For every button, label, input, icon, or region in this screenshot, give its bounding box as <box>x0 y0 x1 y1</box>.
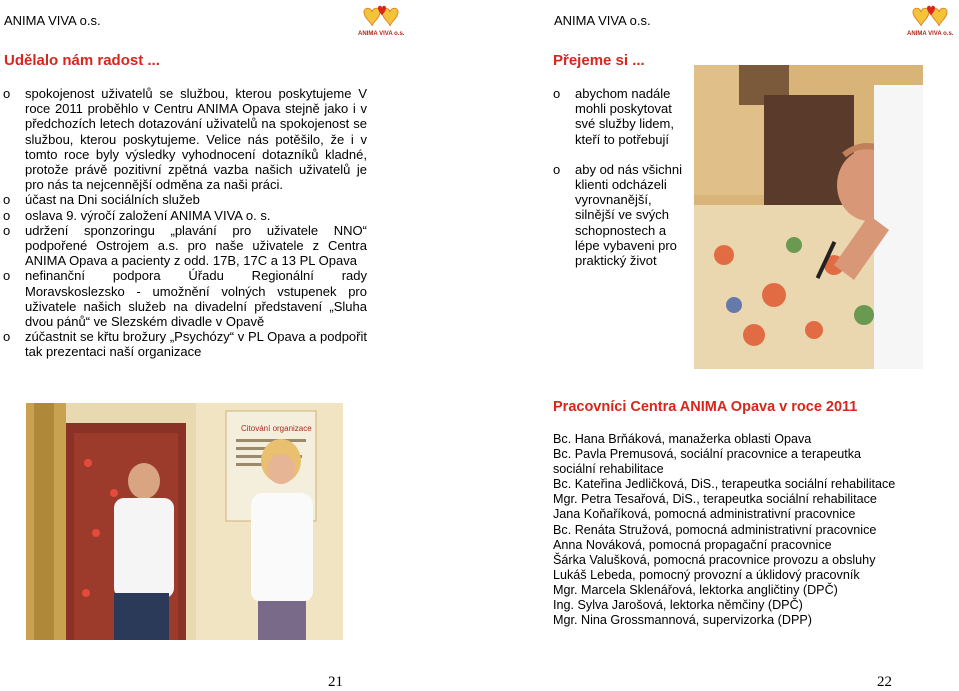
list-item: sociální rehabilitace <box>553 462 664 477</box>
list-item: Bc. Pavla Premusová, sociální pracovnice a terapeutka <box>553 447 862 462</box>
event-photo-right <box>694 65 923 369</box>
list-item: o spokojenost uživatelů se službou, kterou poskytujeme V roce 2011 proběhlo v Centru ANIMA Opava stejně jako i v předchozích letech dotazování uživatelů na spokojenost se službou, kterou poskytujeme. Velice nás potěšilo, že i v tomto roce byly výsledky vyhodnocení dotazníků kladné, protože právě pozitivní zpětná vazba našich uživatelů je pro nás ta nejcennější odměna za naši práci. <box>3 86 367 193</box>
anima-viva-logo <box>358 4 404 36</box>
list-item: Ing. Sylva Jarošová, lektorka němčiny (DPČ) <box>553 598 803 613</box>
right-page-number: 22 <box>877 674 892 690</box>
staff-list <box>553 432 933 628</box>
poster-title: Citování organizace <box>241 424 312 433</box>
list-item: Anna Nováková, pomocná propagační pracovnice <box>553 537 832 552</box>
list-item: o abychom nadále mohli poskytovat své služby lidem, kteří to potřebují <box>553 86 674 147</box>
list-item: Mgr. Petra Tesařová, DiS., terapeutka sociální rehabilitace <box>553 492 877 507</box>
left-header-title: ANIMA VIVA o.s. <box>4 13 101 28</box>
list-item: Mgr. Marcela Sklenářová, lektorka angličtiny (DPČ) <box>553 582 838 597</box>
list-item: Bc. Kateřina Jedličková, DiS., terapeutka sociální rehabilitace <box>553 477 896 492</box>
staff-heading: Pracovníci Centra ANIMA Opava v roce 2011 <box>553 399 858 415</box>
list-item: Jana Koňaříková, pomocná administrativní pracovnice <box>553 507 856 522</box>
list-item: Bc. Hana Brňáková, manažerka oblasti Opava <box>553 432 812 446</box>
wishes-list <box>553 86 691 268</box>
list-item: o udržení sponzoringu „plavání pro uživatele NNO“ podpořené Ostrojem a.s. pro naše uživatele z Centra ANIMA Opava a pacienty z odd. 17B, 17C a 13 PL Opava <box>3 222 367 269</box>
logo-caption: ANIMA VIVA o.s. <box>907 31 954 37</box>
right-header-title: ANIMA VIVA o.s. <box>554 13 651 28</box>
list-item: o účast na Dni sociálních služeb <box>3 192 200 208</box>
left-page-number: 21 <box>328 674 343 690</box>
list-item: Bc. Renáta Stružová, pomocná administrativní pracovnice <box>553 522 877 537</box>
list-item: o oslava 9. výročí založení ANIMA VIVA o. s. <box>3 207 271 223</box>
list-item: Mgr. Nina Grossmannová, supervizorka (DPP) <box>553 613 812 628</box>
left-heading: Udělalo nám radost ... <box>4 52 160 69</box>
anima-viva-logo <box>907 4 953 36</box>
list-item: o nefinanční podpora Úřadu Regionální rady Moravskoslezsko - umožnění volných vstupenek pro uživatele našich služeb na divadelní představení „Sluha dvou pánů“ ve Slezském divadle v Opavě <box>3 268 367 330</box>
list-item: o zúčastnit se křtu brožury „Psychózy“ v PL Opava a podpořit tak prezentaci naší organizace <box>3 329 367 360</box>
event-photo-left <box>26 403 343 640</box>
list-item: o aby od nás všichni klienti odcházeli vyrovnanější, silnější ve svých schopnostech a lépe vybaveni pro praktický život <box>553 161 682 269</box>
achievements-list <box>3 86 367 360</box>
list-item: Lukáš Lebeda, pomocný provozní a úklidový pracovník <box>553 567 860 582</box>
right-heading: Přejeme si ... <box>553 52 645 69</box>
logo-caption: ANIMA VIVA o.s. <box>358 31 405 37</box>
list-item: Šárka Valušková, pomocná pracovnice provozu a obsluhy <box>553 552 876 567</box>
